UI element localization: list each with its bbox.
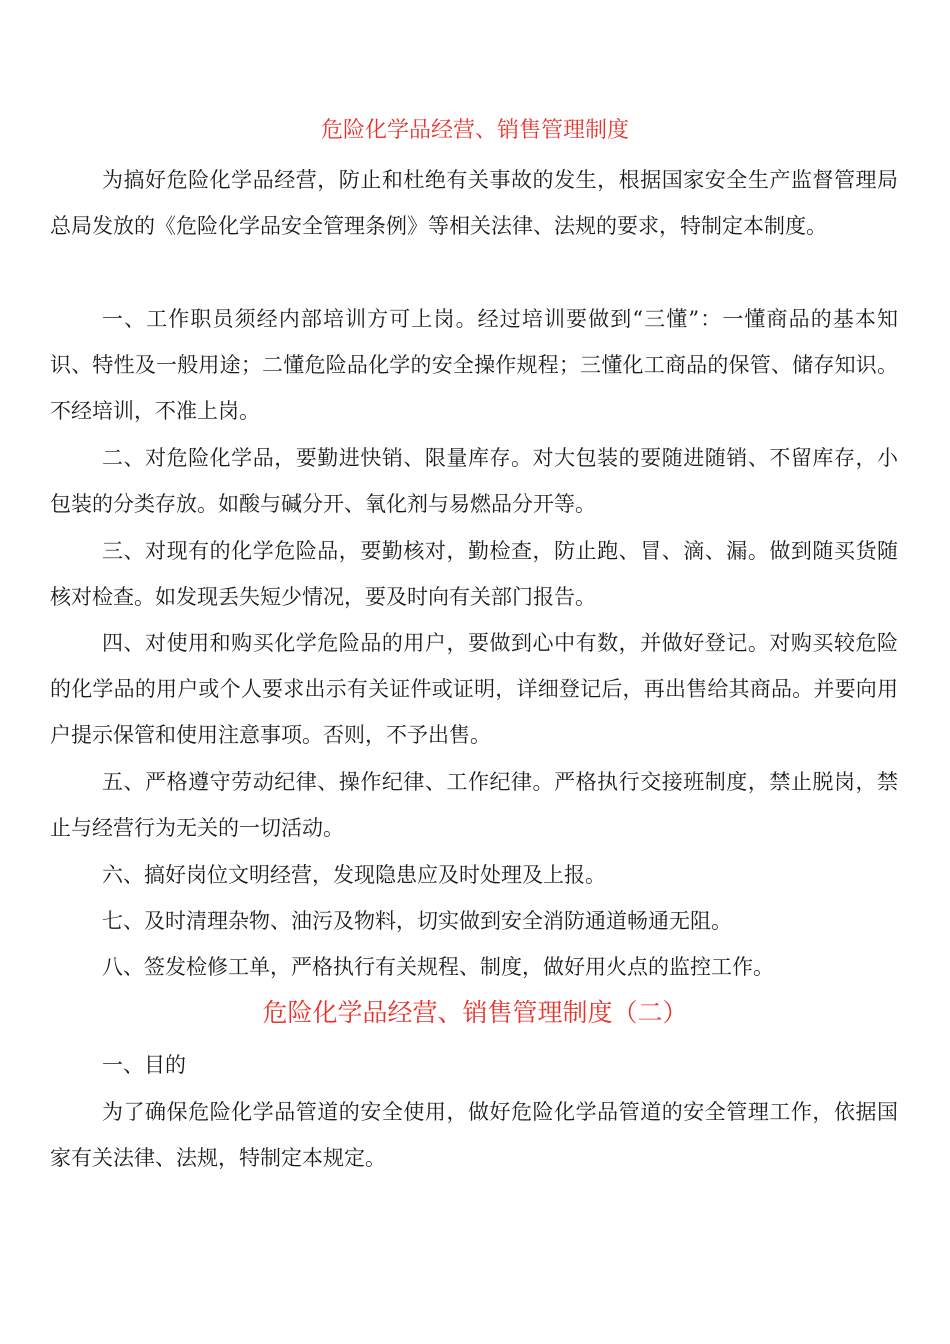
- section1-item-2: 二、对危险化学品，要勤进快销、限量库存。对大包装的要随进随销、不留库存，小包装的分类存放。如酸与碱分开、氧化剂与易燃品分开等。: [50, 446, 898, 516]
- section1-item-3: 三、对现有的化学危险品，要勤核对，勤检查，防止跑、冒、滴、漏。做到随买货随核对检查。如发现丢失短少情况，要及时向有关部门报告。: [50, 539, 898, 609]
- section1-item-1: 一、工作职员须经内部培训方可上岗。经过培训要做到“三懂”：一懂商品的基本知识、特性及一般用途；二懂危险品化学的安全操作规程；三懂化工商品的保管、储存知识。不经培训，不准上岗。: [50, 307, 898, 423]
- section1-intro: 为搞好危险化学品经营，防止和杜绝有关事故的发生，根据国家安全生产监督管理局总局发放的《危险化学品安全管理条例》等相关法律、法规的要求，特制定本制度。: [50, 168, 898, 238]
- section1-title: 危险化学品经营、销售管理制度: [320, 118, 629, 143]
- section2-body: 为了确保危险化学品管道的安全使用，做好危险化学品管道的安全管理工作，依据国家有关法律、法规，特制定本规定。: [50, 1100, 898, 1170]
- section2-heading: 一、目的: [102, 1053, 186, 1077]
- section1-item-5: 五、严格遵守劳动纪律、操作纪律、工作纪律。严格执行交接班制度，禁止脱岗，禁止与经营行为无关的一切活动。: [50, 770, 898, 840]
- section1-item-6: 六、搞好岗位文明经营，发现隐患应及时处理及上报。: [102, 863, 606, 887]
- section1-item-4: 四、对使用和购买化学危险品的用户，要做到心中有数，并做好登记。对购买较危险的化学品的用户或个人要求出示有关证件或证明，详细登记后，再出售给其商品。并要向用户提示保管和使用注意事项。否则，不予出售。: [50, 631, 898, 747]
- section1-item-8: 八、签发检修工单，严格执行有关规程、制度，做好用火点的监控工作。: [102, 955, 774, 979]
- section2-title: 危险化学品经营、销售管理制度（二）: [262, 998, 688, 1027]
- section1-item-7: 七、及时清理杂物、油污及物料，切实做到安全消防通道畅通无阻。: [102, 909, 732, 933]
